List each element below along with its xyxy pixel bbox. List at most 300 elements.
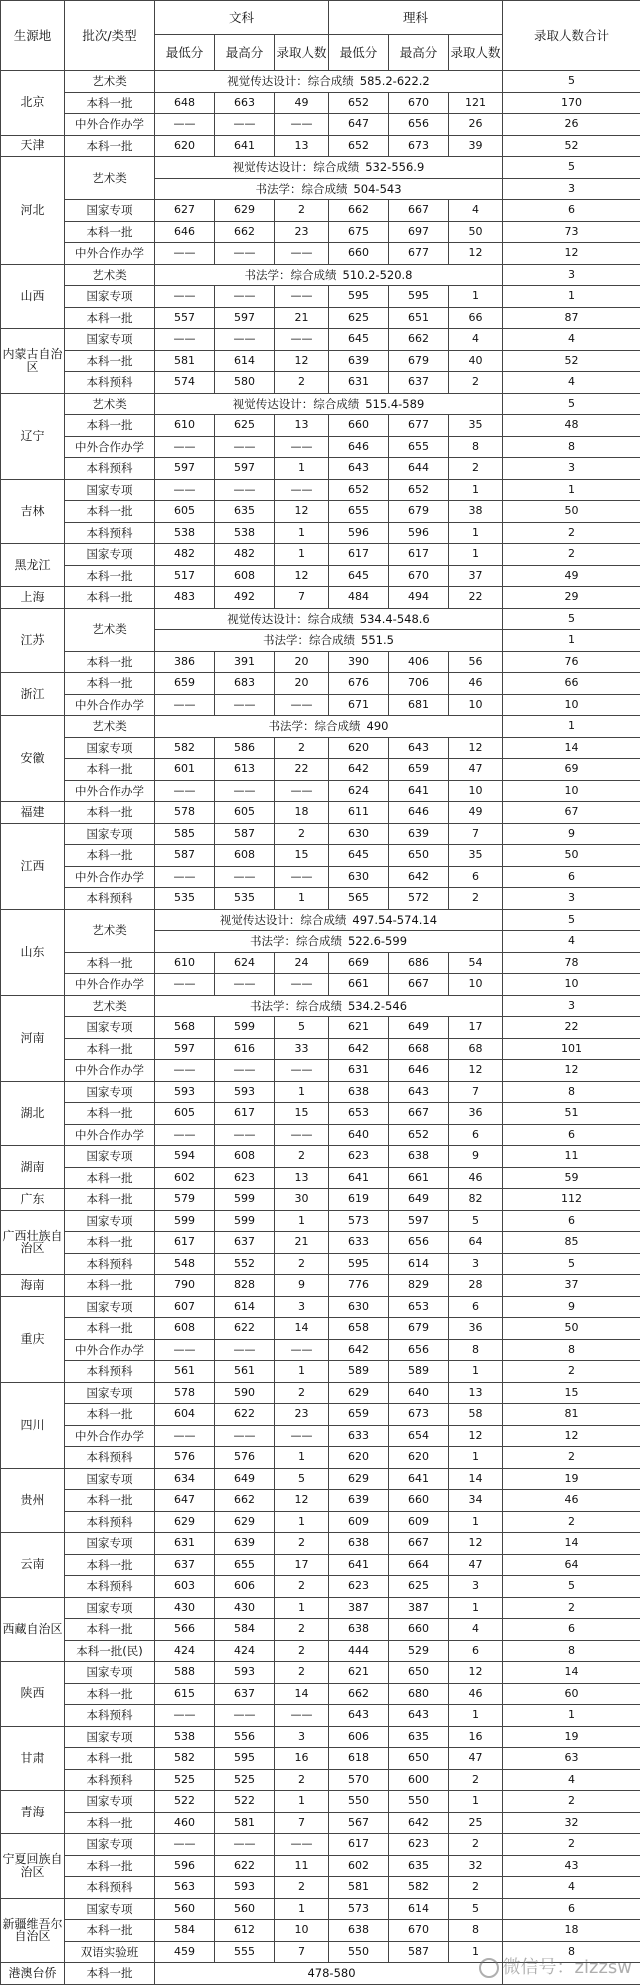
table-row <box>1 780 640 802</box>
like-count-cell: 1 <box>449 522 503 544</box>
like-max-cell: 673 <box>389 1404 449 1426</box>
like-max-cell: 662 <box>389 329 449 351</box>
batch-type: 中外合作办学 <box>65 1425 155 1447</box>
like-count-cell: 35 <box>449 845 503 867</box>
like-count-cell: 64 <box>449 1232 503 1254</box>
like-min-cell: 444 <box>329 1640 389 1662</box>
like-count-cell: 6 <box>449 1640 503 1662</box>
like-min-cell: 623 <box>329 1146 389 1168</box>
like-max-cell: 643 <box>389 1705 449 1727</box>
total-cell: 85 <box>503 1232 640 1254</box>
table-row <box>1 200 640 222</box>
wenke-count-cell: —— <box>275 1834 329 1856</box>
like-min-cell: 653 <box>329 1103 389 1125</box>
batch-type: 中外合作办学 <box>65 974 155 996</box>
total-cell: 4 <box>503 329 640 351</box>
like-min-cell: 776 <box>329 1275 389 1297</box>
table-row <box>1 436 640 458</box>
batch-type: 本科一批 <box>65 1554 155 1576</box>
like-count-cell: 1 <box>449 1447 503 1469</box>
like-max-cell: 640 <box>389 1382 449 1404</box>
like-max-cell: 668 <box>389 1038 449 1060</box>
wenke-min-cell: 646 <box>155 221 215 243</box>
wenke-max-cell: —— <box>215 866 275 888</box>
wenke-max-cell: 663 <box>215 92 275 114</box>
like-min-cell: 645 <box>329 565 389 587</box>
table-row <box>1 221 640 243</box>
wenke-min-cell: 482 <box>155 544 215 566</box>
like-min-cell: 484 <box>329 587 389 609</box>
wenke-max-cell: —— <box>215 243 275 265</box>
batch-type: 本科一批 <box>65 1189 155 1211</box>
like-count-cell: 47 <box>449 759 503 781</box>
like-min-cell: 550 <box>329 1791 389 1813</box>
like-count-cell: 7 <box>449 1081 503 1103</box>
wenke-max-cell: 623 <box>215 1167 275 1189</box>
batch-type: 国家专项 <box>65 1382 155 1404</box>
like-min-cell: 567 <box>329 1812 389 1834</box>
like-min-cell: 573 <box>329 1898 389 1920</box>
header-row-top <box>1 1 640 35</box>
like-max-cell: 667 <box>389 1103 449 1125</box>
like-count-cell: 10 <box>449 694 503 716</box>
wenke-max-cell: —— <box>215 1425 275 1447</box>
wenke-count-cell: 1 <box>275 458 329 480</box>
like-min-cell: 642 <box>329 759 389 781</box>
wenke-count-cell: —— <box>275 1425 329 1447</box>
wenke-min-cell: 483 <box>155 587 215 609</box>
batch-type: 本科一批 <box>65 1232 155 1254</box>
like-min-cell: 645 <box>329 845 389 867</box>
wenke-min-cell: 596 <box>155 1855 215 1877</box>
like-max-cell: 597 <box>389 1210 449 1232</box>
wenke-count-cell: 2 <box>275 823 329 845</box>
wenke-min-cell: —— <box>155 1425 215 1447</box>
total-cell: 5 <box>503 909 640 931</box>
province-name: 安徽 <box>1 716 65 802</box>
wenke-count-cell: 13 <box>275 135 329 157</box>
batch-type: 本科预科 <box>65 372 155 394</box>
col-source: 生源地 <box>1 1 65 71</box>
batch-type: 本科一批 <box>65 415 155 437</box>
like-max-cell: 677 <box>389 243 449 265</box>
like-min-cell: 620 <box>329 1447 389 1469</box>
total-cell: 59 <box>503 1167 640 1189</box>
total-cell: 2 <box>503 1791 640 1813</box>
like-count-cell: 16 <box>449 1726 503 1748</box>
like-count-cell: 32 <box>449 1855 503 1877</box>
total-cell: 50 <box>503 845 640 867</box>
table-row <box>1 286 640 308</box>
total-cell: 1 <box>503 1705 640 1727</box>
wenke-max-cell: 587 <box>215 823 275 845</box>
wenke-min-cell: 576 <box>155 1447 215 1469</box>
like-min-cell: 638 <box>329 1081 389 1103</box>
wenke-max-cell: 599 <box>215 1210 275 1232</box>
wenke-min-cell: —— <box>155 694 215 716</box>
table-row <box>1 1167 640 1189</box>
total-cell: 3 <box>503 458 640 480</box>
total-cell: 15 <box>503 1382 640 1404</box>
total-cell: 1 <box>503 479 640 501</box>
batch-type: 本科一批 <box>65 1812 155 1834</box>
batch-type: 国家专项 <box>65 1081 155 1103</box>
table-row <box>1 1812 640 1834</box>
like-count-cell: 121 <box>449 92 503 114</box>
total-cell: 10 <box>503 780 640 802</box>
like-max-cell: 652 <box>389 479 449 501</box>
table-row <box>1 974 640 996</box>
table-row <box>1 1425 640 1447</box>
wenke-count-cell: 1 <box>275 1597 329 1619</box>
wenke-max-cell: 561 <box>215 1361 275 1383</box>
batch-type: 国家专项 <box>65 329 155 351</box>
total-cell: 9 <box>503 823 640 845</box>
batch-type: 艺术类 <box>65 264 155 286</box>
wenke-max-cell: 482 <box>215 544 275 566</box>
wenke-count-cell: 24 <box>275 952 329 974</box>
table-row <box>1 1490 640 1512</box>
like-count-cell: 5 <box>449 1898 503 1920</box>
table-row <box>1 802 640 824</box>
like-count-cell: 2 <box>449 888 503 910</box>
total-cell: 78 <box>503 952 640 974</box>
total-cell: 19 <box>503 1468 640 1490</box>
total-cell: 10 <box>503 974 640 996</box>
wenke-count-cell: —— <box>275 1705 329 1727</box>
table-row <box>1 71 640 93</box>
like-min-cell: 645 <box>329 329 389 351</box>
total-cell: 112 <box>503 1189 640 1211</box>
like-max-cell: 667 <box>389 1533 449 1555</box>
wenke-min-cell: 597 <box>155 1038 215 1060</box>
wenke-count-cell: 2 <box>275 1662 329 1684</box>
total-cell: 5 <box>503 393 640 415</box>
like-min-cell: 633 <box>329 1425 389 1447</box>
wenke-count-cell: 5 <box>275 1017 329 1039</box>
like-count-cell: 66 <box>449 307 503 329</box>
wenke-max-cell: 622 <box>215 1404 275 1426</box>
total-cell: 50 <box>503 501 640 523</box>
merged-value: 532-556.9 <box>365 160 424 174</box>
wenke-min-cell: 617 <box>155 1232 215 1254</box>
like-max-cell: 582 <box>389 1877 449 1899</box>
total-cell: 2 <box>503 1361 640 1383</box>
batch-type: 本科一批 <box>65 1920 155 1942</box>
wenke-count-cell: —— <box>275 114 329 136</box>
like-max-cell: 656 <box>389 1339 449 1361</box>
table-row <box>1 1769 640 1791</box>
wenke-count-cell: 12 <box>275 1490 329 1512</box>
like-min-cell: 631 <box>329 1060 389 1082</box>
batch-type: 中外合作办学 <box>65 1124 155 1146</box>
table-row <box>1 1533 640 1555</box>
like-max-cell: 652 <box>389 1124 449 1146</box>
province-name: 江苏 <box>1 608 65 673</box>
like-max-cell: 635 <box>389 1855 449 1877</box>
batch-type: 本科预科 <box>65 458 155 480</box>
col-wenke: 文科 <box>155 1 329 35</box>
table-row <box>1 1640 640 1662</box>
wenke-max-cell: —— <box>215 694 275 716</box>
table-row <box>1 1124 640 1146</box>
like-max-cell: 656 <box>389 114 449 136</box>
like-min-cell: 669 <box>329 952 389 974</box>
wenke-count-cell: 2 <box>275 1382 329 1404</box>
like-count-cell: 6 <box>449 866 503 888</box>
batch-type: 本科一批 <box>65 307 155 329</box>
col-batch: 批次/类型 <box>65 1 155 71</box>
like-max-cell: 494 <box>389 587 449 609</box>
total-cell: 8 <box>503 1081 640 1103</box>
wenke-count-cell: —— <box>275 286 329 308</box>
wenke-min-cell: 648 <box>155 92 215 114</box>
batch-type: 国家专项 <box>65 544 155 566</box>
like-min-cell: 609 <box>329 1511 389 1533</box>
table-row <box>1 544 640 566</box>
wenke-min-cell: 563 <box>155 1877 215 1899</box>
wenke-max-cell: —— <box>215 479 275 501</box>
like-count-cell: 8 <box>449 1339 503 1361</box>
like-count-cell: 5 <box>449 1210 503 1232</box>
wenke-count-cell: —— <box>275 780 329 802</box>
wenke-min-cell: 601 <box>155 759 215 781</box>
wenke-min-cell: —— <box>155 436 215 458</box>
wenke-count-cell: —— <box>275 329 329 351</box>
like-count-cell: 3 <box>449 1253 503 1275</box>
province-name: 四川 <box>1 1382 65 1468</box>
batch-type: 双语实验班 <box>65 1941 155 1963</box>
total-cell: 6 <box>503 866 640 888</box>
wenke-min-cell: —— <box>155 1339 215 1361</box>
batch-type: 本科一批 <box>65 501 155 523</box>
like-max-cell: 587 <box>389 1941 449 1963</box>
total-cell: 8 <box>503 1941 640 1963</box>
wenke-count-cell: 23 <box>275 221 329 243</box>
like-count-cell: 1 <box>449 1705 503 1727</box>
batch-type: 本科一批 <box>65 587 155 609</box>
wenke-count-cell: 49 <box>275 92 329 114</box>
like-count-cell: 47 <box>449 1748 503 1770</box>
batch-type: 本科一批 <box>65 802 155 824</box>
like-count-cell: 46 <box>449 1683 503 1705</box>
province-name: 陕西 <box>1 1662 65 1727</box>
like-count-cell: 49 <box>449 802 503 824</box>
like-max-cell: 620 <box>389 1447 449 1469</box>
wenke-max-cell: 552 <box>215 1253 275 1275</box>
wenke-max-cell: —— <box>215 1834 275 1856</box>
like-min-cell: 652 <box>329 92 389 114</box>
province-name: 海南 <box>1 1275 65 1297</box>
wenke-min-cell: —— <box>155 114 215 136</box>
like-max-cell: 641 <box>389 780 449 802</box>
total-cell: 5 <box>503 1576 640 1598</box>
table-row <box>1 1468 640 1490</box>
total-cell: 4 <box>503 1877 640 1899</box>
batch-type: 国家专项 <box>65 1146 155 1168</box>
table-row <box>1 866 640 888</box>
like-count-cell: 2 <box>449 458 503 480</box>
like-min-cell: 643 <box>329 458 389 480</box>
total-cell: 101 <box>503 1038 640 1060</box>
wenke-count-cell: —— <box>275 1124 329 1146</box>
like-min-cell: 390 <box>329 651 389 673</box>
like-count-cell: 9 <box>449 1146 503 1168</box>
wenke-count-cell: 13 <box>275 415 329 437</box>
table-row <box>1 479 640 501</box>
table-row <box>1 522 640 544</box>
like-count-cell: 40 <box>449 350 503 372</box>
wenke-count-cell: 2 <box>275 1640 329 1662</box>
wenke-count-cell: 2 <box>275 1253 329 1275</box>
like-min-cell: 617 <box>329 1834 389 1856</box>
wenke-count-cell: 2 <box>275 1877 329 1899</box>
wenke-min-cell: 604 <box>155 1404 215 1426</box>
wenke-max-cell: 612 <box>215 1920 275 1942</box>
like-min-cell: 602 <box>329 1855 389 1877</box>
like-max-cell: 659 <box>389 759 449 781</box>
total-cell: 1 <box>503 716 640 738</box>
like-min-cell: 624 <box>329 780 389 802</box>
wenke-max-cell: 492 <box>215 587 275 609</box>
wenke-min-cell: 561 <box>155 1361 215 1383</box>
batch-type: 国家专项 <box>65 1898 155 1920</box>
like-max-cell: 681 <box>389 694 449 716</box>
table-row <box>1 1877 640 1899</box>
total-cell: 50 <box>503 1318 640 1340</box>
like-count-cell: 46 <box>449 673 503 695</box>
like-max-cell: 706 <box>389 673 449 695</box>
total-cell: 81 <box>503 1404 640 1426</box>
like-max-cell: 650 <box>389 1662 449 1684</box>
total-cell: 4 <box>503 372 640 394</box>
wenke-min-cell: 581 <box>155 350 215 372</box>
wenke-count-cell: —— <box>275 1060 329 1082</box>
total-cell: 6 <box>503 1124 640 1146</box>
batch-type: 本科预科 <box>65 1447 155 1469</box>
merged-value: 522.6-599 <box>348 934 407 948</box>
total-cell: 8 <box>503 436 640 458</box>
like-count-cell: 2 <box>449 1834 503 1856</box>
table-row <box>1 264 640 286</box>
wenke-min-cell: —— <box>155 1834 215 1856</box>
wenke-min-cell: 587 <box>155 845 215 867</box>
like-min-cell: 642 <box>329 1038 389 1060</box>
table-row <box>1 1081 640 1103</box>
province-name: 河南 <box>1 995 65 1081</box>
wenke-count-cell: 2 <box>275 1533 329 1555</box>
table-row <box>1 1038 640 1060</box>
wenke-max-cell: 639 <box>215 1533 275 1555</box>
total-cell: 6 <box>503 1898 640 1920</box>
like-count-cell: 12 <box>449 1533 503 1555</box>
province-name: 辽宁 <box>1 393 65 479</box>
wenke-min-cell: 631 <box>155 1533 215 1555</box>
like-max-cell: 595 <box>389 286 449 308</box>
like-min-cell: 676 <box>329 673 389 695</box>
total-cell: 43 <box>503 1855 640 1877</box>
batch-type: 艺术类 <box>65 716 155 738</box>
wenke-max-cell: —— <box>215 1339 275 1361</box>
wenke-count-cell: 2 <box>275 1769 329 1791</box>
like-min-cell: 619 <box>329 1189 389 1211</box>
table-row <box>1 952 640 974</box>
batch-type: 国家专项 <box>65 1533 155 1555</box>
total-cell: 18 <box>503 1920 640 1942</box>
table-row <box>1 1296 640 1318</box>
wenke-max-cell: 430 <box>215 1597 275 1619</box>
wenke-count-cell: 1 <box>275 544 329 566</box>
total-cell: 4 <box>503 1769 640 1791</box>
like-max-cell: 686 <box>389 952 449 974</box>
province-name: 天津 <box>1 135 65 157</box>
table-row <box>1 1404 640 1426</box>
like-count-cell: 10 <box>449 780 503 802</box>
total-cell: 6 <box>503 200 640 222</box>
like-max-cell: 670 <box>389 1920 449 1942</box>
like-max-cell: 600 <box>389 1769 449 1791</box>
merged-score-cell <box>155 71 503 93</box>
wenke-count-cell: 12 <box>275 501 329 523</box>
like-min-cell: 638 <box>329 1533 389 1555</box>
wenke-max-cell: 629 <box>215 200 275 222</box>
wenke-max-cell: —— <box>215 1060 275 1082</box>
batch-type: 本科一批 <box>65 1490 155 1512</box>
wenke-max-cell: 637 <box>215 1683 275 1705</box>
wenke-max-cell: 590 <box>215 1382 275 1404</box>
wenke-count-cell: 1 <box>275 1511 329 1533</box>
wenke-max-cell: 608 <box>215 1146 275 1168</box>
batch-type: 本科一批 <box>65 1619 155 1641</box>
wenke-min-cell: 647 <box>155 1490 215 1512</box>
like-min-cell: 589 <box>329 1361 389 1383</box>
like-count-cell: 1 <box>449 1597 503 1619</box>
wenke-min-cell: 610 <box>155 415 215 437</box>
wenke-max-cell: 662 <box>215 221 275 243</box>
table-row <box>1 1941 640 1963</box>
total-cell: 51 <box>503 1103 640 1125</box>
like-count-cell: 12 <box>449 737 503 759</box>
wenke-max-cell: 655 <box>215 1554 275 1576</box>
province-name: 河北 <box>1 157 65 265</box>
like-count-cell: 36 <box>449 1103 503 1125</box>
total-cell: 2 <box>503 1511 640 1533</box>
merged-label: 视觉传达设计：综合成绩 <box>233 160 360 174</box>
wenke-count-cell: 17 <box>275 1554 329 1576</box>
like-max-cell: 667 <box>389 974 449 996</box>
province-name: 宁夏回族自治区 <box>1 1834 65 1899</box>
table-row <box>1 372 640 394</box>
batch-type: 艺术类 <box>65 71 155 93</box>
like-count-cell: 56 <box>449 651 503 673</box>
total-cell: 2 <box>503 1834 640 1856</box>
like-max-cell: 667 <box>389 200 449 222</box>
like-count-cell: 2 <box>449 372 503 394</box>
like-min-cell: 625 <box>329 307 389 329</box>
wenke-min-cell: 548 <box>155 1253 215 1275</box>
like-count-cell: 4 <box>449 200 503 222</box>
merged-value: 515.4-589 <box>365 397 424 411</box>
total-cell: 19 <box>503 1726 640 1748</box>
batch-type: 国家专项 <box>65 286 155 308</box>
like-max-cell: 680 <box>389 1683 449 1705</box>
like-count-cell: 26 <box>449 114 503 136</box>
wenke-count-cell: 13 <box>275 1167 329 1189</box>
total-cell: 3 <box>503 178 640 200</box>
wenke-count-cell: 14 <box>275 1318 329 1340</box>
wenke-min-cell: 603 <box>155 1576 215 1598</box>
batch-type: 艺术类 <box>65 157 155 200</box>
